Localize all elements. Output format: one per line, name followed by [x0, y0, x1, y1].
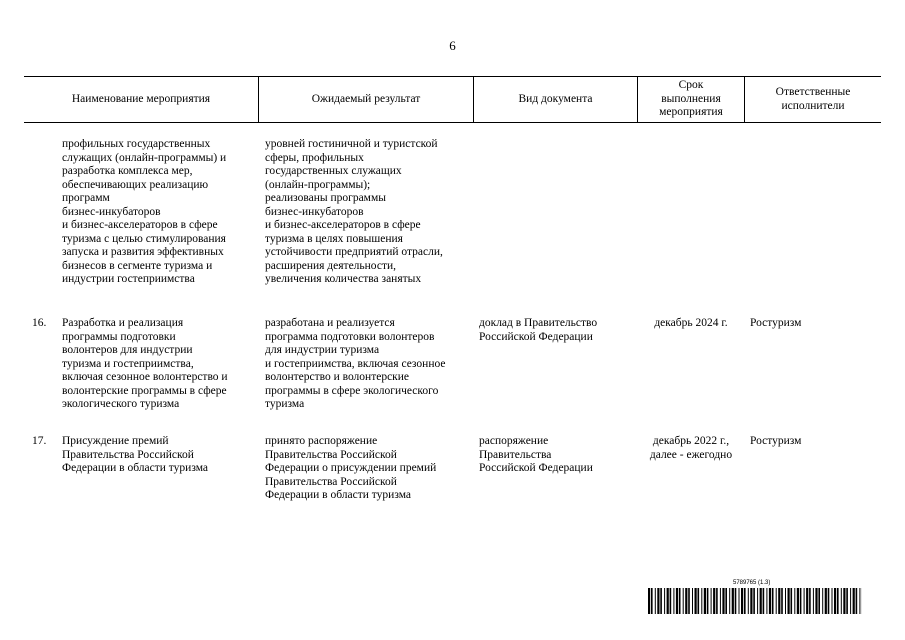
continuation-result: уровней гостиничной и туристской сферы, профильных государственных служащих (онлайн-программы); реализованы программы бизнес-инкубаторов и бизнес-акселераторов в сфере туризма в целях повышения устойчивости предприятий отрасли, расширения деятельности, увеличения количества занятых	[265, 138, 443, 285]
header-deadline	[638, 77, 744, 122]
row-responsible: Ростуризм	[750, 317, 802, 329]
header-deadline-label: Срок выполнения мероприятия	[659, 79, 723, 119]
row-name: Присуждение премий Правительства Российской Федерации в области туризма	[62, 435, 209, 474]
page-number: 6	[449, 38, 456, 53]
row-doc-type: доклад в Правительство Российской Федерации	[479, 317, 598, 343]
row-result: принято распоряжение Правительства Российской Федерации о присуждении премий Правительства Российской Федерации в области туризма	[265, 435, 437, 501]
row-deadline: декабрь 2024 г.	[654, 317, 728, 329]
row-doc-type: распоряжение Правительства Российской Федерации	[479, 435, 593, 474]
row-deadline: декабрь 2022 г., далее - ежегодно	[649, 435, 733, 461]
barcode-image	[648, 588, 862, 614]
row-responsible: Ростуризм	[750, 435, 802, 447]
header-doc-type	[474, 77, 637, 122]
header-result-label: Ожидаемый результат	[311, 92, 421, 105]
row-result: разработана и реализуется программа подготовки волонтеров для индустрии туризма и гостеприимства, включая сезонное волонтерство и волонтерские программы в сфере экологического туризма	[265, 317, 446, 410]
header-result	[259, 77, 473, 122]
header-name-label: Наименование мероприятия	[71, 92, 211, 105]
barcode-label: 5789765 (1.3)	[733, 580, 771, 586]
header-name	[24, 77, 258, 122]
row-name: Разработка и реализация программы подготовки волонтеров для индустрии туризма и гостеприимства, включая сезонное волонтерство и волонтерские программы в сфере экологического туризма	[62, 317, 228, 410]
row-number: 17.	[32, 435, 47, 447]
table-header-bottom-rule	[24, 122, 881, 123]
header-doc-type-label: Вид документа	[518, 92, 593, 105]
continuation-name: профильных государственных служащих (онлайн-программы) и разработка комплекса мер, обеспечивающих реализацию программ бизнес-инкубаторов и бизнес-акселераторов в сфере туризма с целью стимулирования запуска и развития эффективных бизнесов в сегменте туризма и индустрии гостеприимства	[62, 138, 227, 285]
header-responsible-label: Ответственные исполнители	[775, 86, 851, 112]
row-number: 16.	[32, 317, 47, 329]
header-responsible	[745, 77, 881, 122]
